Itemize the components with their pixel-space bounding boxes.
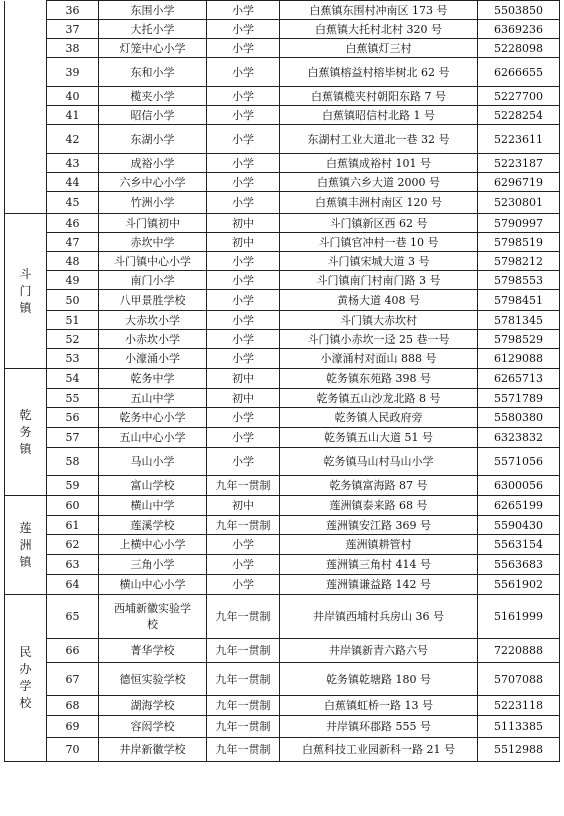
- row-number-cell: 50: [47, 290, 99, 311]
- row-number-cell: 40: [47, 87, 99, 106]
- row-number-cell: 55: [47, 389, 99, 408]
- address-cell: 乾务镇人民政府旁: [280, 408, 478, 428]
- row-number-cell: 49: [47, 271, 99, 290]
- table-row: [5, 1, 560, 20]
- phone-cell: 5227700: [478, 87, 560, 106]
- school-type-cell: 小学: [207, 252, 280, 271]
- school-table-body: [5, 1, 560, 762]
- school-name-cell: 容闳学校: [99, 716, 207, 738]
- row-number-cell: 38: [47, 39, 99, 58]
- region-label: 民办学校: [19, 645, 32, 710]
- table-row: [5, 58, 560, 87]
- school-type-cell: 九年一贯制: [207, 476, 280, 496]
- school-type-cell: 九年一贯制: [207, 595, 280, 639]
- row-number-cell: 43: [47, 154, 99, 173]
- school-type-cell: 小学: [207, 39, 280, 58]
- row-number-cell: 68: [47, 696, 99, 716]
- address-cell: 乾务镇东苑路 398 号: [280, 369, 478, 389]
- school-name-cell: 大赤坎小学: [99, 311, 207, 330]
- school-type-cell: 小学: [207, 311, 280, 330]
- phone-cell: 5228254: [478, 106, 560, 125]
- table-row: [5, 271, 560, 290]
- row-number-cell: 39: [47, 58, 99, 87]
- table-row: [5, 369, 560, 389]
- school-type-cell: 小学: [207, 192, 280, 214]
- phone-cell: 5707088: [478, 663, 560, 696]
- school-type-cell: 小学: [207, 428, 280, 448]
- school-name-cell: 德恒实验学校: [99, 663, 207, 696]
- row-number-cell: 47: [47, 233, 99, 252]
- address-cell: 乾务镇五山大道 51 号: [280, 428, 478, 448]
- school-name-cell: 横山中学: [99, 496, 207, 516]
- school-name-cell: 五山中心小学: [99, 428, 207, 448]
- phone-cell: 5781345: [478, 311, 560, 330]
- table-row: [5, 738, 560, 762]
- row-number-cell: 61: [47, 516, 99, 535]
- address-cell: 黄杨大道 408 号: [280, 290, 478, 311]
- phone-cell: 6300056: [478, 476, 560, 496]
- school-type-cell: 九年一贯制: [207, 738, 280, 762]
- school-table: [4, 0, 560, 762]
- table-row: [5, 663, 560, 696]
- row-number-cell: 64: [47, 575, 99, 595]
- address-cell: 白蕉镇虹桥一路 13 号: [280, 696, 478, 716]
- address-cell: 井岸镇西埔村兵房山 36 号: [280, 595, 478, 639]
- address-cell: 井岸镇环郡路 555 号: [280, 716, 478, 738]
- table-row: [5, 311, 560, 330]
- phone-cell: 6265713: [478, 369, 560, 389]
- row-number-cell: 70: [47, 738, 99, 762]
- row-number-cell: 45: [47, 192, 99, 214]
- school-name-cell: 富山学校: [99, 476, 207, 496]
- table-row: [5, 39, 560, 58]
- phone-cell: 5798451: [478, 290, 560, 311]
- school-type-cell: 九年一贯制: [207, 639, 280, 663]
- school-type-cell: 小学: [207, 20, 280, 39]
- row-number-cell: 65: [47, 595, 99, 639]
- address-cell: 斗门镇官冲村一巷 10 号: [280, 233, 478, 252]
- phone-cell: 5230801: [478, 192, 560, 214]
- school-name-cell: 马山小学: [99, 448, 207, 476]
- row-number-cell: 69: [47, 716, 99, 738]
- phone-cell: 5563683: [478, 555, 560, 575]
- table-row: [5, 555, 560, 575]
- table-row: [5, 716, 560, 738]
- school-type-cell: 初中: [207, 233, 280, 252]
- phone-cell: 5790997: [478, 214, 560, 233]
- phone-cell: 5563154: [478, 535, 560, 555]
- address-cell: 斗门镇宋城大道 3 号: [280, 252, 478, 271]
- address-cell: 白蕉镇榕益村榕毕树北 62 号: [280, 58, 478, 87]
- address-cell: 白蕉镇六乡大道 2000 号: [280, 173, 478, 192]
- school-name-cell: 乾务中学: [99, 369, 207, 389]
- table-row: [5, 87, 560, 106]
- school-name-cell: 横山中心小学: [99, 575, 207, 595]
- table-row: [5, 20, 560, 39]
- phone-cell: 5223611: [478, 125, 560, 154]
- phone-cell: 5571056: [478, 448, 560, 476]
- address-cell: 白蕉镇东围村冲南区 173 号: [280, 1, 478, 20]
- table-row: [5, 192, 560, 214]
- table-row: [5, 349, 560, 369]
- table-row: [5, 448, 560, 476]
- row-number-cell: 46: [47, 214, 99, 233]
- phone-cell: 5798519: [478, 233, 560, 252]
- address-cell: 乾务镇五山沙龙北路 8 号: [280, 389, 478, 408]
- table-row: [5, 639, 560, 663]
- table-row: [5, 106, 560, 125]
- phone-cell: 5798553: [478, 271, 560, 290]
- school-name-cell: 斗门镇初中: [99, 214, 207, 233]
- school-name-cell: 八甲景胜学校: [99, 290, 207, 311]
- table-row: [5, 154, 560, 173]
- row-number-cell: 36: [47, 1, 99, 20]
- row-number-cell: 62: [47, 535, 99, 555]
- phone-cell: 5228098: [478, 39, 560, 58]
- school-type-cell: 九年一贯制: [207, 716, 280, 738]
- school-name-cell: 上横中心小学: [99, 535, 207, 555]
- school-type-cell: 小学: [207, 349, 280, 369]
- address-cell: 乾务镇富海路 87 号: [280, 476, 478, 496]
- school-name-cell: 榄夹小学: [99, 87, 207, 106]
- school-name-cell: 三角小学: [99, 555, 207, 575]
- school-name-cell: 东和小学: [99, 58, 207, 87]
- table-row: [5, 428, 560, 448]
- region-label: 莲洲镇: [19, 520, 32, 569]
- phone-cell: 5223118: [478, 696, 560, 716]
- school-type-cell: 小学: [207, 125, 280, 154]
- row-number-cell: 60: [47, 496, 99, 516]
- address-cell: 白蕉镇榄夹村朝阳东路 7 号: [280, 87, 478, 106]
- row-number-cell: 48: [47, 252, 99, 271]
- region-cell: [5, 496, 47, 595]
- row-number-cell: 67: [47, 663, 99, 696]
- phone-cell: 5161999: [478, 595, 560, 639]
- school-type-cell: 初中: [207, 496, 280, 516]
- school-type-cell: 小学: [207, 87, 280, 106]
- address-cell: 小濠涌村对面山 888 号: [280, 349, 478, 369]
- table-row: [5, 408, 560, 428]
- phone-cell: 5571789: [478, 389, 560, 408]
- table-row: [5, 252, 560, 271]
- school-type-cell: 初中: [207, 214, 280, 233]
- phone-cell: 5798212: [478, 252, 560, 271]
- school-name-cell: 灯笼中心小学: [99, 39, 207, 58]
- school-type-cell: 小学: [207, 448, 280, 476]
- phone-cell: 5798529: [478, 330, 560, 349]
- region-cell: [5, 214, 47, 369]
- region-cell: [5, 369, 47, 496]
- table-row: [5, 496, 560, 516]
- row-number-cell: 44: [47, 173, 99, 192]
- table-row: [5, 290, 560, 311]
- address-cell: 莲洲镇三角村 414 号: [280, 555, 478, 575]
- phone-cell: 6296719: [478, 173, 560, 192]
- address-cell: 井岸镇新青六路六号: [280, 639, 478, 663]
- school-name-cell: 东湖小学: [99, 125, 207, 154]
- address-cell: 斗门镇大赤坎村: [280, 311, 478, 330]
- address-cell: 白蕉科技工业园新科一路 21 号: [280, 738, 478, 762]
- school-type-cell: 小学: [207, 154, 280, 173]
- address-cell: 斗门镇南门村南门路 3 号: [280, 271, 478, 290]
- address-cell: 乾务镇乾塘路 180 号: [280, 663, 478, 696]
- phone-cell: 7220888: [478, 639, 560, 663]
- school-name-cell: 大托小学: [99, 20, 207, 39]
- address-cell: 白蕉镇大托村北村 320 号: [280, 20, 478, 39]
- address-cell: 东湖村工业大道北一巷 32 号: [280, 125, 478, 154]
- school-name-cell: 五山中学: [99, 389, 207, 408]
- address-cell: 莲洲镇安江路 369 号: [280, 516, 478, 535]
- school-type-cell: 小学: [207, 1, 280, 20]
- school-name-cell: 东围小学: [99, 1, 207, 20]
- row-number-cell: 59: [47, 476, 99, 496]
- region-cell: [5, 595, 47, 762]
- school-name-cell: 菁华学校: [99, 639, 207, 663]
- address-cell: 莲洲镇谦益路 142 号: [280, 575, 478, 595]
- row-number-cell: 63: [47, 555, 99, 575]
- row-number-cell: 52: [47, 330, 99, 349]
- school-type-cell: 九年一贯制: [207, 516, 280, 535]
- school-type-cell: 小学: [207, 408, 280, 428]
- table-row: [5, 233, 560, 252]
- address-cell: 乾务镇马山村马山小学: [280, 448, 478, 476]
- address-cell: 斗门镇新区西 62 号: [280, 214, 478, 233]
- row-number-cell: 42: [47, 125, 99, 154]
- school-name-cell: 竹洲小学: [99, 192, 207, 214]
- row-number-cell: 37: [47, 20, 99, 39]
- phone-cell: 6369236: [478, 20, 560, 39]
- phone-cell: 6266655: [478, 58, 560, 87]
- school-name-cell: 西埔新徽实验学校: [99, 595, 207, 639]
- school-name-cell: 莲溪学校: [99, 516, 207, 535]
- table-row: [5, 575, 560, 595]
- school-type-cell: 小学: [207, 173, 280, 192]
- table-row: [5, 476, 560, 496]
- address-cell: 莲洲镇耕管村: [280, 535, 478, 555]
- address-cell: 白蕉镇成裕村 101 号: [280, 154, 478, 173]
- school-name-cell: 成裕小学: [99, 154, 207, 173]
- row-number-cell: 66: [47, 639, 99, 663]
- school-name-cell: 赤坎中学: [99, 233, 207, 252]
- school-type-cell: 小学: [207, 575, 280, 595]
- phone-cell: 6323832: [478, 428, 560, 448]
- table-row: [5, 125, 560, 154]
- school-name-cell: 小濠涌小学: [99, 349, 207, 369]
- school-type-cell: 初中: [207, 369, 280, 389]
- table-row: [5, 330, 560, 349]
- phone-cell: 6129088: [478, 349, 560, 369]
- school-type-cell: 小学: [207, 58, 280, 87]
- school-table-container: [4, 0, 559, 762]
- table-row: [5, 595, 560, 639]
- row-number-cell: 41: [47, 106, 99, 125]
- table-row: [5, 389, 560, 408]
- school-type-cell: 初中: [207, 389, 280, 408]
- school-type-cell: 小学: [207, 290, 280, 311]
- phone-cell: 5223187: [478, 154, 560, 173]
- address-cell: 白蕉镇昭信村北路 1 号: [280, 106, 478, 125]
- school-type-cell: 九年一贯制: [207, 696, 280, 716]
- row-number-cell: 56: [47, 408, 99, 428]
- row-number-cell: 53: [47, 349, 99, 369]
- region-label: 乾务镇: [19, 407, 32, 456]
- address-cell: 白蕉镇灯三村: [280, 39, 478, 58]
- row-number-cell: 54: [47, 369, 99, 389]
- table-row: [5, 516, 560, 535]
- phone-cell: 5503850: [478, 1, 560, 20]
- school-type-cell: 小学: [207, 555, 280, 575]
- phone-cell: 5113385: [478, 716, 560, 738]
- school-type-cell: 小学: [207, 271, 280, 290]
- address-cell: 白蕉镇丰洲村南区 120 号: [280, 192, 478, 214]
- table-row: [5, 535, 560, 555]
- region-label: 斗门镇: [19, 266, 32, 315]
- school-name-cell: 井岸新徽学校: [99, 738, 207, 762]
- phone-cell: 6265199: [478, 496, 560, 516]
- school-name-cell: 昭信小学: [99, 106, 207, 125]
- row-number-cell: 51: [47, 311, 99, 330]
- school-name-cell: 斗门镇中心小学: [99, 252, 207, 271]
- school-name-cell: 乾务中心小学: [99, 408, 207, 428]
- address-cell: 斗门镇小赤坎一迳 25 巷一号: [280, 330, 478, 349]
- phone-cell: 5590430: [478, 516, 560, 535]
- school-type-cell: 小学: [207, 330, 280, 349]
- school-name-cell: 湖海学校: [99, 696, 207, 716]
- phone-cell: 5512988: [478, 738, 560, 762]
- address-cell: 莲洲镇泰来路 68 号: [280, 496, 478, 516]
- school-type-cell: 小学: [207, 535, 280, 555]
- table-row: [5, 696, 560, 716]
- table-row: [5, 214, 560, 233]
- school-name-cell: 小赤坎小学: [99, 330, 207, 349]
- region-cell: [5, 1, 47, 214]
- school-name-cell: 六乡中心小学: [99, 173, 207, 192]
- school-type-cell: 九年一贯制: [207, 663, 280, 696]
- row-number-cell: 57: [47, 428, 99, 448]
- school-name-cell: 南门小学: [99, 271, 207, 290]
- school-type-cell: 小学: [207, 106, 280, 125]
- phone-cell: 5580380: [478, 408, 560, 428]
- table-row: [5, 173, 560, 192]
- phone-cell: 5561902: [478, 575, 560, 595]
- row-number-cell: 58: [47, 448, 99, 476]
